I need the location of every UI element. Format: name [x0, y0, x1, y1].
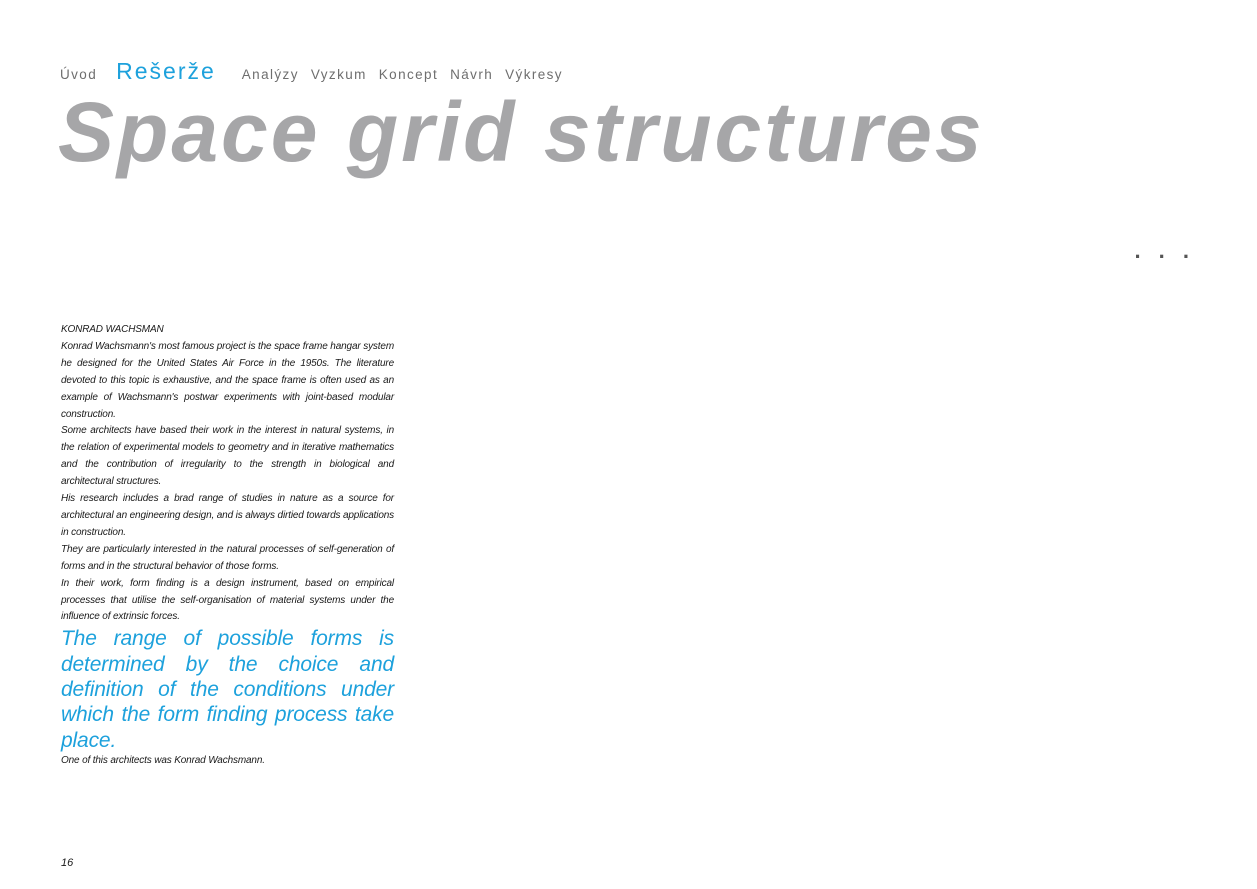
nav-item-analyzy[interactable]: Analýzy [241, 67, 299, 82]
article-paragraph: His research includes a brad range of studies in nature as a source for architectural an engineering design, and is always dirtied towards applications in construction. [61, 493, 394, 538]
more-indicator: . . . [1134, 238, 1195, 263]
pull-quote: The range of possible forms is determined by the choice and definition of the conditions under which the form finding process take place. [61, 627, 394, 752]
article-paragraph: They are particularly interested in the natural processes of self-generation of forms and in the structural behavior of those forms. [61, 543, 394, 572]
article-heading: KONRAD WACHSMAN [61, 324, 164, 335]
nav-item-reserze[interactable]: Rešerže [116, 58, 216, 84]
nav-item-uvod[interactable]: Úvod [60, 67, 98, 82]
nav-item-vykresy[interactable]: Výkresy [505, 67, 563, 82]
article-paragraph: Some architects have based their work in the interest in natural systems, in the relation of experimental models to geometry and in iterative mathematics and the contribution of irregularity to the strength in biological and architectural structures. [61, 425, 394, 488]
closing-line: One of this architects was Konrad Wachsmann. [61, 754, 265, 766]
article-paragraph: In their work, form finding is a design instrument, based on empirical processes that utilise the self-organisation of material systems under the influence of extrinsic forces. [61, 577, 394, 623]
nav-item-navrh[interactable]: Návrh [450, 67, 494, 82]
section-nav [60, 58, 575, 85]
nav-item-koncept[interactable]: Koncept [378, 67, 439, 82]
article [61, 322, 394, 770]
page-number: 16 [61, 857, 74, 869]
nav-item-vyzkum[interactable]: Vyzkum [310, 67, 367, 82]
page-title: Space grid structures [58, 85, 985, 179]
article-paragraph: Konrad Wachsmann's most famous project is the space frame hangar system he designed for the United States Air Force in the 1950s. The literature devoted to this topic is exhaustive, and the space frame is often used as an example of Wachsmann's postwar experiments with joint-based modular construction. [61, 340, 394, 420]
